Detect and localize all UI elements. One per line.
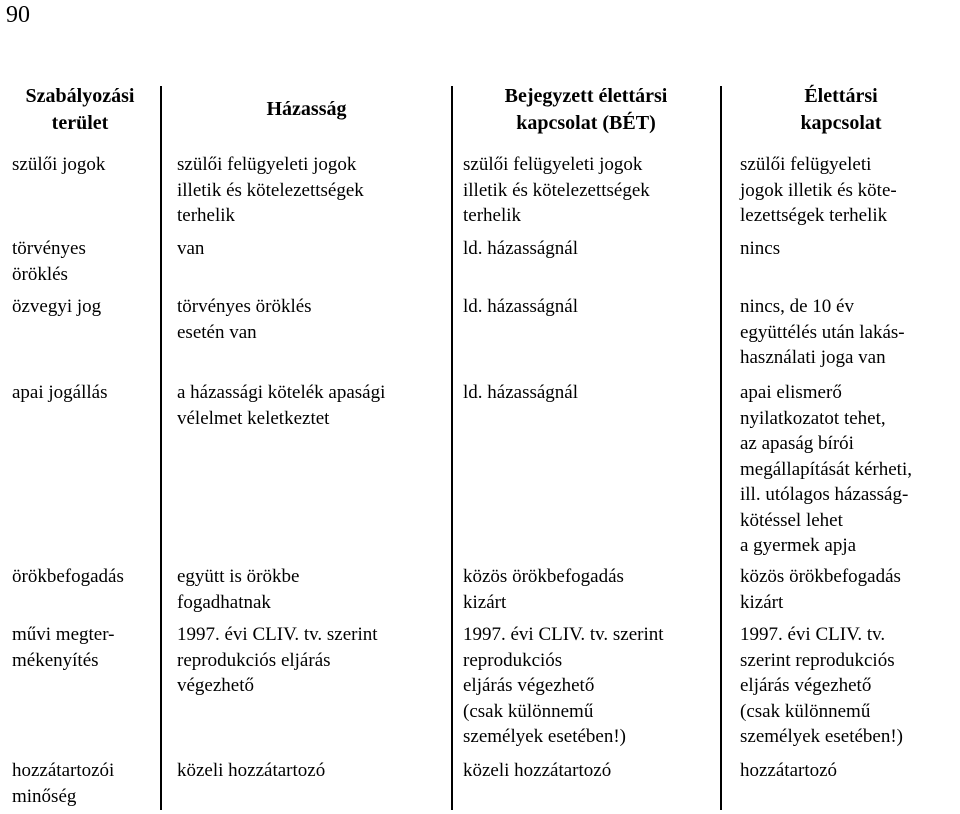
row-cohabitation-artificial-insemination: 1997. évi CLIV. tv. szerint reprodukciós eljárás végezhető (csak különnemű személyek esetében!) <box>740 624 903 747</box>
row-area-parental-rights: szülői jogok <box>12 154 106 175</box>
row-marriage-paternity: a házassági kötelék apasági vélelmet keletkeztet <box>177 382 386 429</box>
row-area-legal-inheritance: törvényes öröklés <box>12 238 86 285</box>
row-registered-parental-rights: szülői felügyeleti jogok illetik és kötelezettségek terhelik <box>463 154 650 226</box>
row-cohabitation-paternity: apai elismerő nyilatkozatot tehet, az apaság bírói megállapítását kérheti, ill. utólagos házasság- kötéssel lehet a gyermek apja <box>740 382 912 556</box>
header-cohabitation: Élettársi kapcsolat <box>800 85 882 134</box>
column-divider <box>720 86 722 810</box>
row-area-paternity: apai jogállás <box>12 382 108 403</box>
row-registered-legal-inheritance: ld. házasságnál <box>463 238 579 259</box>
header-area: Szabályozási terület <box>25 85 135 134</box>
row-cohabitation-parental-rights: szülői felügyeleti jogok illetik és köte- lezettségek terhelik <box>740 154 897 226</box>
row-marriage-artificial-insemination: 1997. évi CLIV. tv. szerint reprodukciós eljárás végezhető <box>177 624 378 696</box>
row-cohabitation-widow-rights: nincs, de 10 év együttélés után lakás- használati joga van <box>740 296 905 368</box>
row-marriage-adoption: együtt is örökbe fogadhatnak <box>177 566 300 613</box>
row-registered-widow-rights: ld. házasságnál <box>463 296 579 317</box>
row-registered-artificial-insemination: 1997. évi CLIV. tv. szerint reprodukciós eljárás végezhető (csak különnemű személyek esetében!) <box>463 624 664 747</box>
row-cohabitation-legal-inheritance: nincs <box>740 238 781 259</box>
row-marriage-legal-inheritance: van <box>177 238 205 259</box>
row-area-artificial-insemination: művi megter- mékenyítés <box>12 624 115 671</box>
row-cohabitation-relative-status: hozzátartozó <box>740 760 838 781</box>
row-registered-paternity: ld. házasságnál <box>463 382 579 403</box>
row-marriage-relative-status: közeli hozzátartozó <box>177 760 326 781</box>
page-number: 90 <box>6 2 30 28</box>
header-registered-partnership: Bejegyzett élettársi kapcsolat (BÉT) <box>504 85 668 134</box>
row-registered-adoption: közös örökbefogadás kizárt <box>463 566 624 613</box>
column-divider <box>451 86 453 810</box>
row-marriage-widow-rights: törvényes öröklés esetén van <box>177 296 312 343</box>
column-divider <box>160 86 162 810</box>
row-area-widow-rights: özvegyi jog <box>12 296 102 317</box>
row-area-adoption: örökbefogadás <box>12 566 124 587</box>
row-registered-relative-status: közeli hozzátartozó <box>463 760 612 781</box>
header-marriage: Házasság <box>266 98 347 120</box>
row-marriage-parental-rights: szülői felügyeleti jogok illetik és kötelezettségek terhelik <box>177 154 364 226</box>
row-cohabitation-adoption: közös örökbefogadás kizárt <box>740 566 901 613</box>
row-area-relative-status: hozzátartozói minőség <box>12 760 115 807</box>
